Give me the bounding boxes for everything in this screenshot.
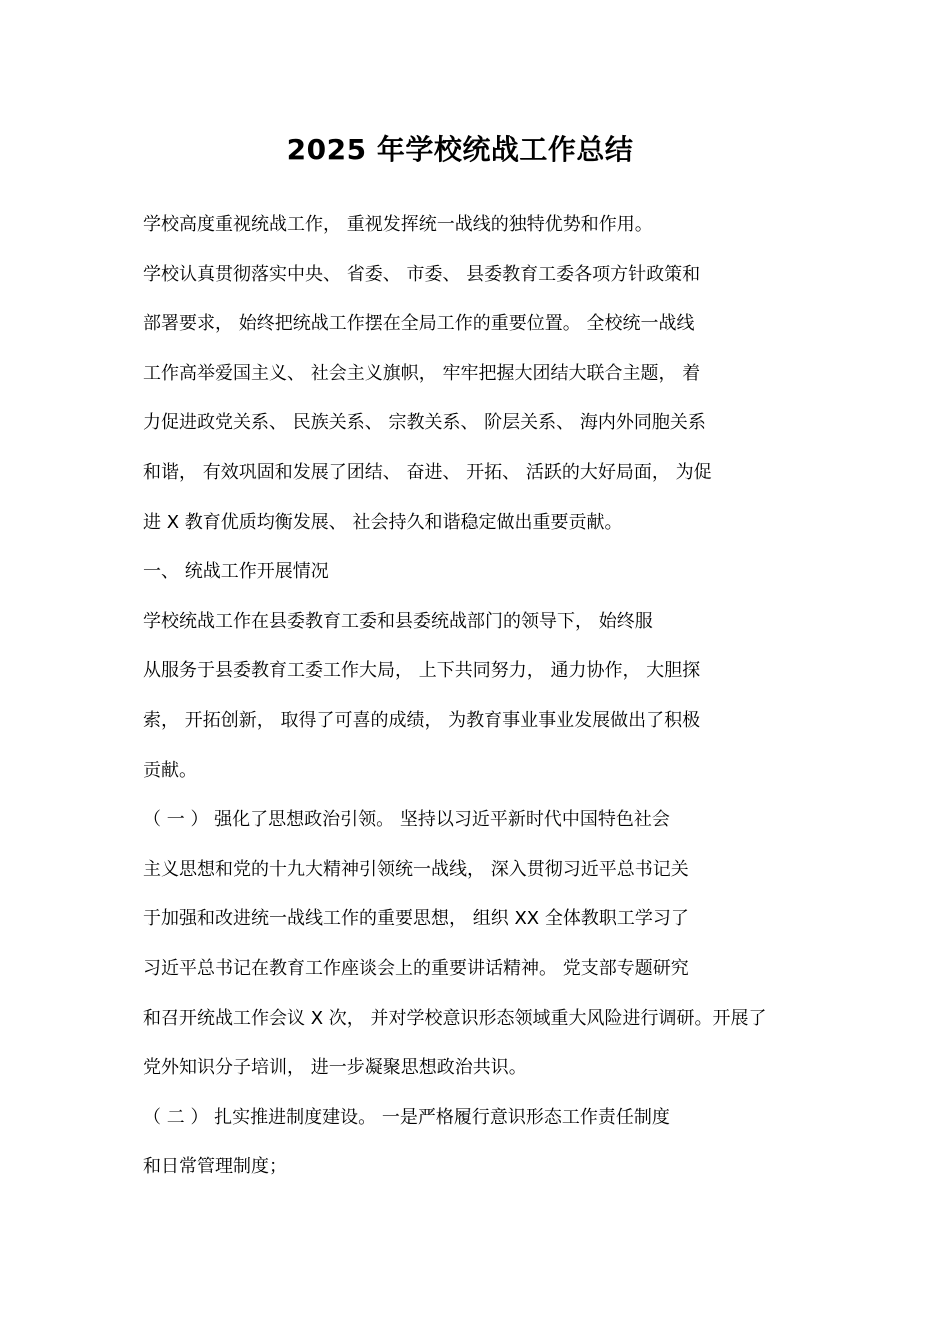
- body-line: 党外知识分子培训， 进一步凝聚思想政治共识。: [143, 1057, 527, 1079]
- body-line: 工作高举爱国主义、 社会主义旗帜， 牢牢把握大团结大联合主题， 着: [143, 362, 701, 384]
- body-line: 习近平总书记在教育工作座谈会上的重要讲话精神。 党支部专题研究: [143, 957, 689, 979]
- document-body: [143, 207, 843, 1199]
- body-line: 和谐， 有效巩固和发展了团结、 奋进、 开拓、 活跃的大好局面， 为促: [143, 461, 712, 483]
- section-heading: 一、 统战工作开展情况: [143, 561, 329, 583]
- body-line: 和召开统战工作会议 X 次， 并对学校意识形态领域重大风险进行调研。开展了: [143, 1007, 767, 1029]
- body-line: 部署要求， 始终把统战工作摆在全局工作的重要位置。 全校统一战线: [143, 313, 695, 335]
- body-line: 和日常管理制度；: [143, 1156, 287, 1178]
- body-line: 从服务于县委教育工委工作大局， 上下共同努力， 通力协作， 大胆探: [143, 660, 701, 682]
- body-line: 贡献。: [143, 759, 197, 781]
- body-line: 主义思想和党的十九大精神引领统一战线， 深入贯彻习近平总书记关: [143, 858, 689, 880]
- body-line: 学校认真贯彻落实中央、 省委、 市委、 县委教育工委各项方针政策和: [143, 263, 701, 285]
- body-line: 进 X 教育优质均衡发展、 社会持久和谐稳定做出重要贡献。: [143, 511, 623, 533]
- body-line: 学校高度重视统战工作， 重视发挥统一战线的独特优势和作用。: [143, 214, 653, 235]
- subsection-line: （ 一 ） 强化了思想政治引领。 坚持以习近平新时代中国特色社会: [143, 809, 670, 831]
- body-line: 力促进政党关系、 民族关系、 宗教关系、 阶层关系、 海内外同胞关系: [143, 412, 706, 434]
- document-title: 2025 年学校统战工作总结: [286, 133, 634, 166]
- body-line: 于加强和改进统一战线工作的重要思想， 组织 XX 全体教职工学习了: [143, 908, 689, 930]
- subsection-line: （ 二 ） 扎实推进制度建设。 一是严格履行意识形态工作责任制度: [143, 1106, 670, 1128]
- body-line: 索， 开拓创新， 取得了可喜的成绩， 为教育事业事业发展做出了积极: [143, 709, 701, 731]
- body-line: 学校统战工作在县委教育工委和县委统战部门的领导下， 始终服: [143, 610, 653, 632]
